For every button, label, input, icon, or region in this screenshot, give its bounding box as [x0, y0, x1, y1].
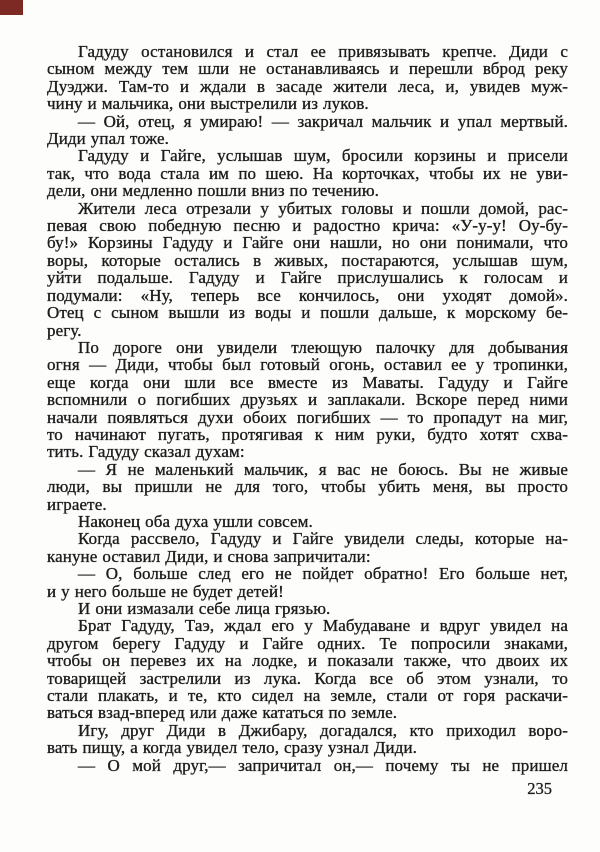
text-line: огня — Диди, чтобы был готовый огонь, оставил ее у тропинки,: [47, 355, 568, 375]
text-line: вспомнили о погибших друзьях и заплакали. Вскоре перед ними: [47, 390, 568, 410]
text-line: По дороге они увидели тлеющую палочку для добывания: [78, 337, 568, 357]
text-line: певая свою победную песню и радостно крича: «У-у-у! Оу-бу-: [47, 216, 568, 236]
text-line: регу.: [47, 320, 82, 340]
text-line: вать пищу, а когда увидел тело, сразу узнал Диди.: [47, 738, 418, 758]
text-line: люди, вы пришли не для того, чтобы убить меня, вы просто: [47, 477, 568, 497]
text-line: Брат Гадуду, Таэ, ждал его у Мабудаване и вдруг увидел на: [78, 616, 568, 636]
text-line: уйти подальше. Гадуду и Гайге прислушались к голосам и: [47, 268, 568, 288]
text-line: кануне оставил Диди, и снова запричитали:: [47, 546, 371, 566]
text-line: Когда рассвело, Гадуду и Гайге увидели следы, которые на-: [78, 529, 568, 549]
text-line: чину и мальчика, они выстрелили из луков.: [47, 94, 369, 114]
text-line: Гадуду и Гайге, услышав шум, бросили корзины и присели: [78, 146, 568, 166]
text-line: — О, больше след его не пойдет обратно! Его больше нет,: [78, 564, 568, 584]
text-line: — Я не маленький мальчик, я вас не боюсь. Вы не живые: [78, 459, 568, 479]
text-line: тить. Гадуду сказал духам:: [47, 442, 245, 462]
text-line: товарищей застрелили из лука. Когда все об этом узнали, то: [47, 668, 568, 688]
text-line: Диди упал тоже.: [47, 129, 170, 149]
text-line: играете.: [47, 494, 107, 514]
text-line: дели, они медленно пошли вниз по течению.: [47, 181, 379, 201]
text-line: Гадуду остановился и стал ее привязывать крепче. Диди с: [78, 42, 568, 61]
text-line: стали плакать, и те, кто сидел на земле, стали от горя раскачи-: [47, 686, 568, 706]
text-line: подумали: «Ну, теперь все кончилось, они уходят домой».: [47, 285, 568, 305]
text-line: И они измазали себе лица грязью.: [78, 599, 331, 618]
scan-corner-artifact: [0, 0, 23, 15]
text-line: ваться взад-вперед или даже кататься по земле.: [47, 703, 398, 723]
text-line: воры, которые остались в живых, постараются, услышав шум,: [47, 250, 568, 270]
text-line: Игу, друг Диди в Джибару, догадался, кто приходил воро-: [78, 720, 568, 740]
text-line: — О мой друг,— запричитал он,— почему ты не пришел: [78, 755, 568, 775]
text-line: другом берегу Гадуду и Гайге одних. Те попросили знаками,: [47, 633, 568, 653]
text-line: бу!» Корзины Гадуду и Гайге они нашли, но они понимали, что: [47, 233, 568, 253]
text-line: еще когда они шли все вместе из Маваты. Гадуду и Гайге: [47, 372, 568, 392]
text-line: Дуэджи. Там-то и ждали в засаде жители леса, и, увидев муж-: [47, 76, 568, 96]
text-line: Жители леса отрезали у убитых головы и пошли домой, рас-: [78, 198, 568, 218]
text-line: Отец с сыном вышли из воды и пошли дальше, к морскому бе-: [47, 303, 568, 323]
page-text-block: [47, 43, 568, 774]
page-number: 235: [527, 779, 552, 798]
text-line: и у него больше не будет детей!: [47, 581, 284, 601]
text-line: начали появляться духи обоих погибших — то пропадут на миг,: [47, 407, 568, 427]
text-line: то начинают пугать, протягивая к ним руки, будто хотят схва-: [47, 424, 568, 444]
text-line: Наконец оба духа ушли совсем.: [78, 511, 313, 531]
text-line: — Ой, отец, я умираю! — закричал мальчик и упал мертвый.: [78, 111, 568, 131]
text-line: так, что вода стала им по шею. На корточках, чтобы их не уви-: [47, 163, 568, 183]
text-line: сыном между тем шли не останавливаясь и перешли вброд реку: [47, 59, 568, 79]
text-line: чтобы он перевез их на лодке, и показали также, что двоих их: [47, 651, 568, 671]
